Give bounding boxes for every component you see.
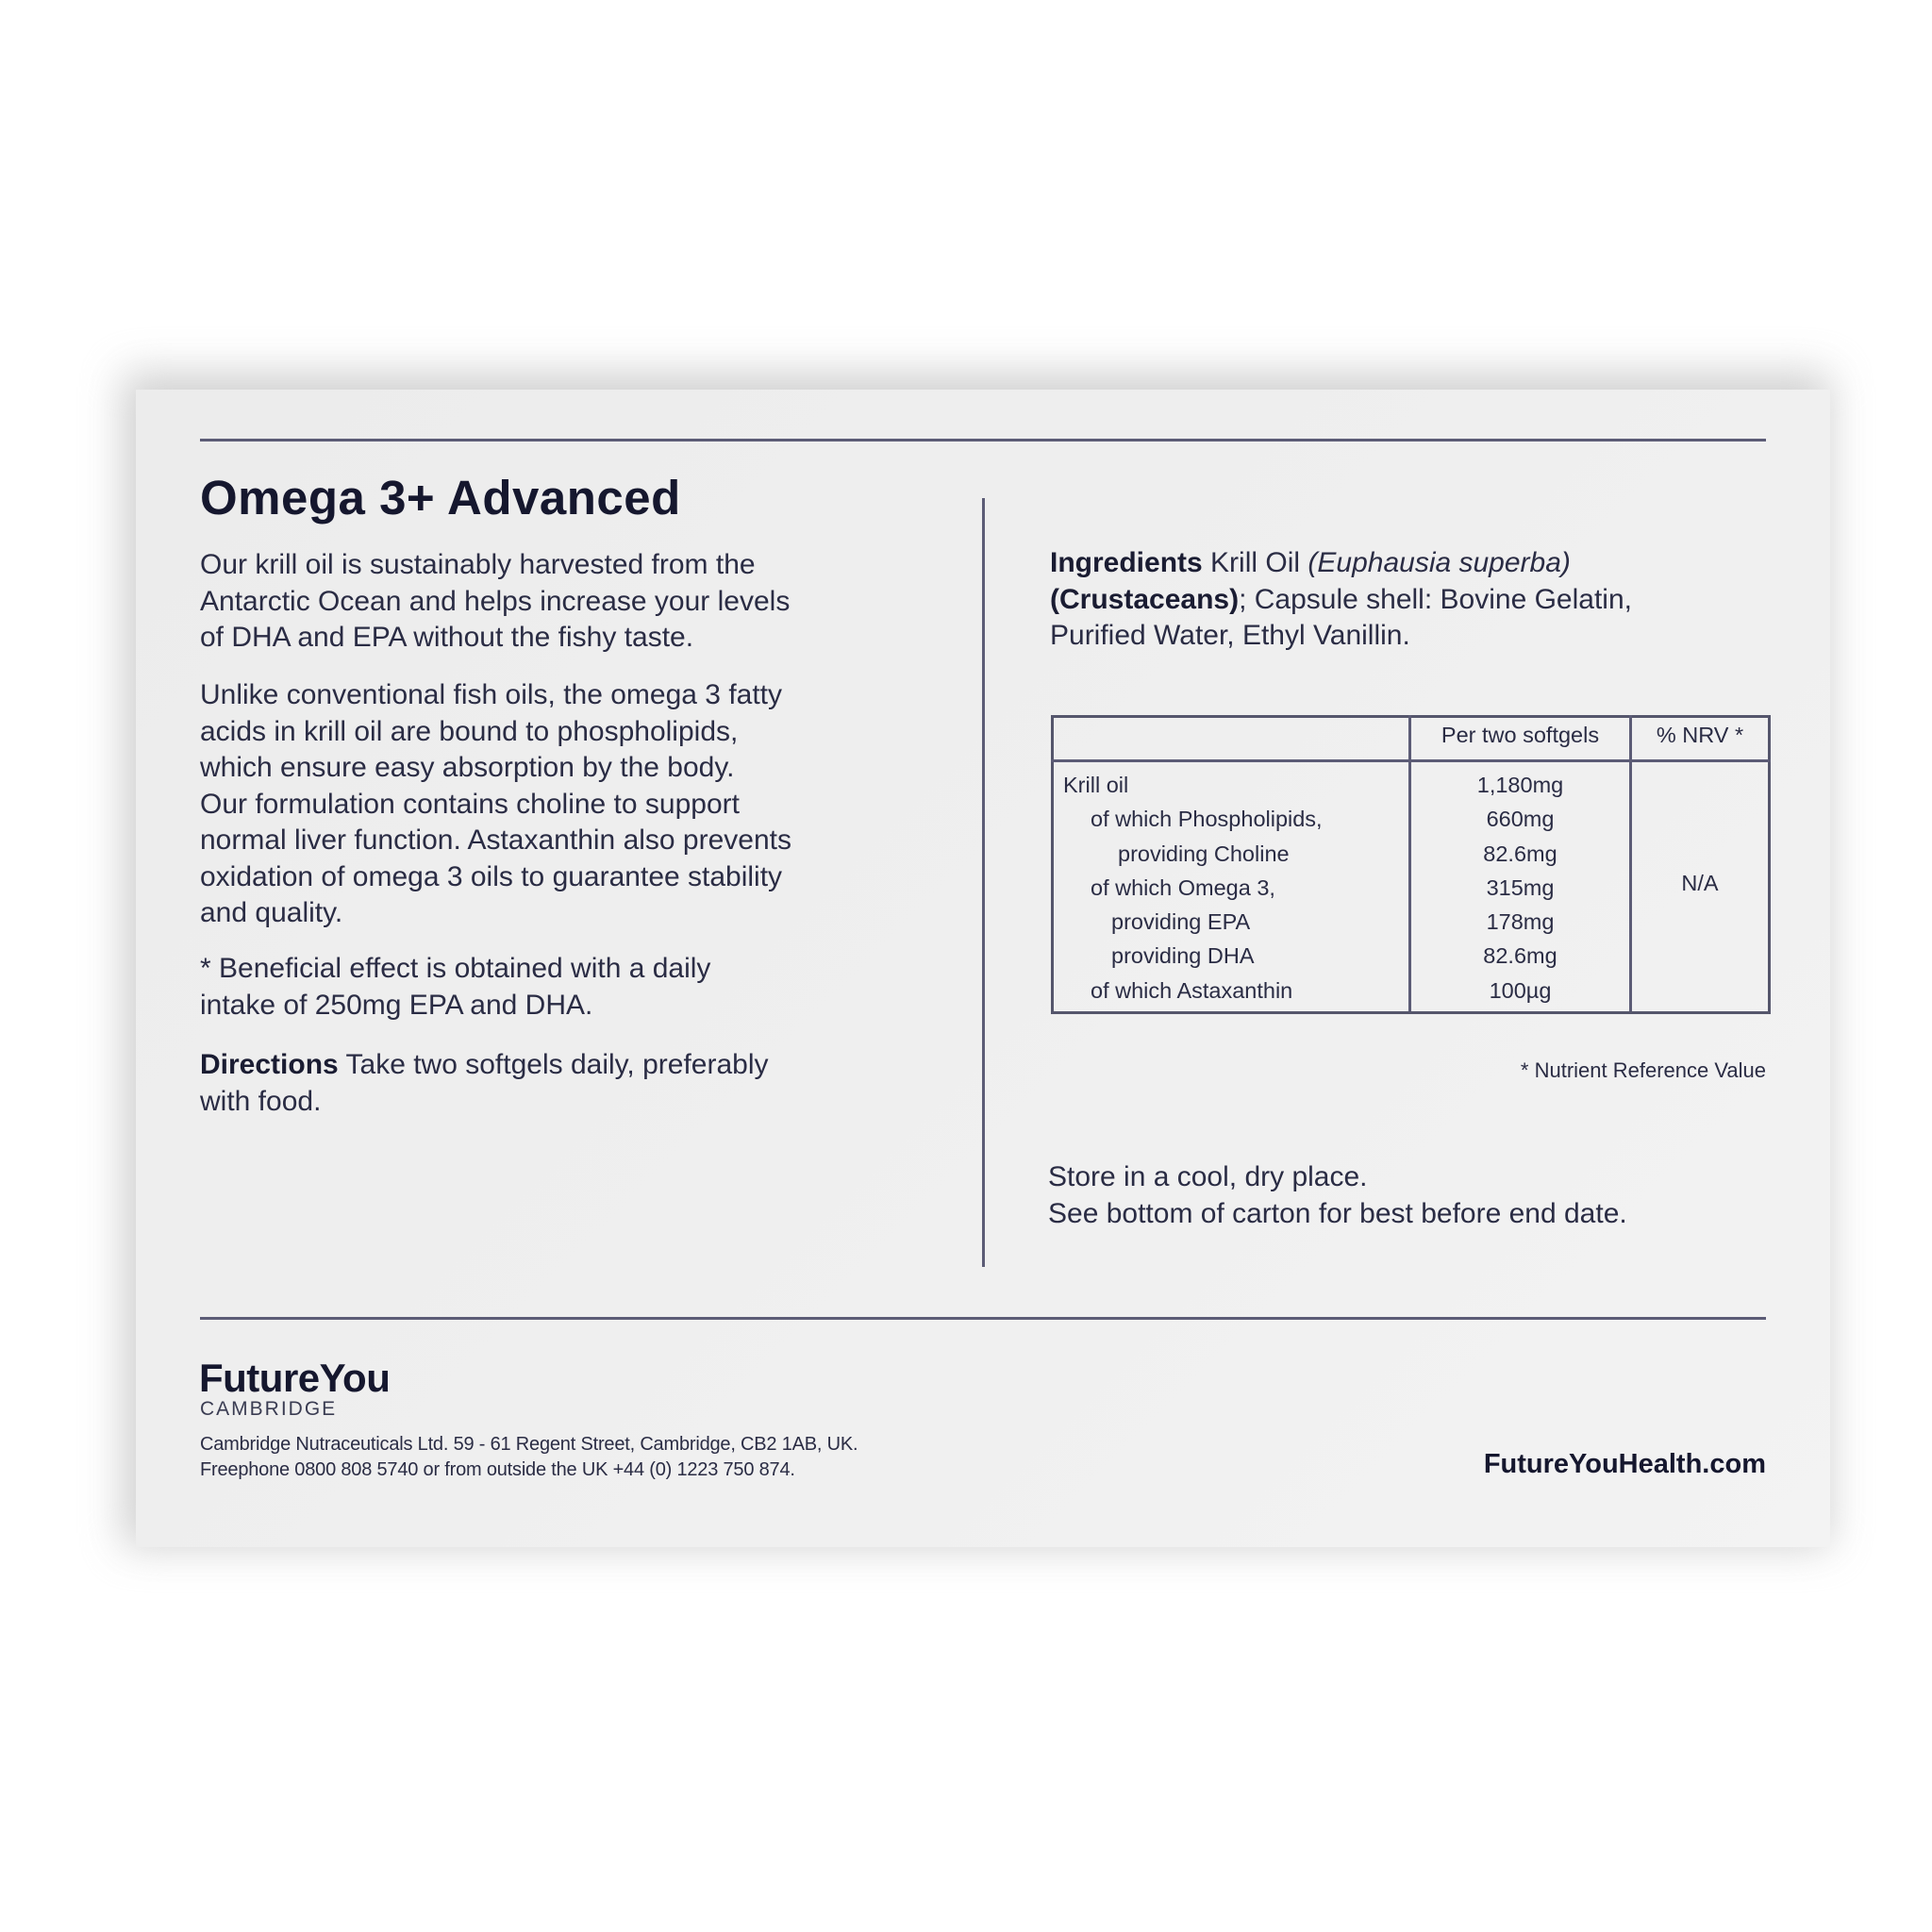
value-choline: 82.6mg [1483,841,1557,866]
value-phospholipids: 660mg [1486,807,1555,832]
text-line: which ensure easy absorption by the body. [200,752,735,783]
ingredients [1050,545,1632,655]
bottom-divider [200,1317,1766,1320]
table-row-names [1063,768,1323,1008]
row-omega3: of which Omega 3, [1091,874,1275,900]
ingredients-label: Ingredients [1050,547,1203,578]
text-line: of DHA and EPA without the fishy taste. [200,622,694,653]
allergen-crustaceans: (Crustaceans) [1050,583,1240,615]
row-phospholipids: of which Phospholipids, [1091,807,1323,832]
text-line: Our krill oil is sustainably harvested from the [200,549,756,580]
text-line: Store in a cool, dry place. [1048,1161,1368,1192]
value-omega3: 315mg [1486,874,1555,900]
text-line: Antarctic Ocean and helps increase your levels [200,585,791,617]
brand-logo: FutureYou [199,1356,391,1400]
nrv-footnote: * Nutrient Reference Value [1520,1058,1766,1082]
text-line: and quality. [200,897,343,928]
ingredient-latin-name: (Euphausia superba) [1307,547,1571,578]
nrv-value: N/A [1681,871,1719,895]
company-address: Cambridge Nutraceuticals Ltd. 59 - 61 Regent Street, Cambridge, CB2 1AB, UK. [200,1434,858,1455]
product-title: Omega 3+ Advanced [200,471,681,525]
description-para-1 [200,547,790,657]
text-line: Unlike conventional fish oils, the omega 3 fatty [200,679,783,710]
column-divider [982,498,985,1267]
storage-instructions [1048,1159,1627,1232]
directions-label: Directions [200,1049,339,1080]
description-para-2 [200,677,791,932]
ingredient-line-3: Purified Water, Ethyl Vanillin. [1050,620,1410,651]
value-astaxanthin: 100µg [1489,977,1552,1003]
row-astaxanthin: of which Astaxanthin [1091,977,1293,1003]
ingredient-krill-oil: Krill Oil [1210,547,1301,578]
text-line: * Beneficial effect is obtained with a daily [200,953,711,984]
text-line: normal liver function. Astaxanthin also prevents [200,824,791,856]
row-choline: providing Choline [1118,841,1290,866]
row-krill-oil: Krill oil [1063,773,1129,797]
brand-subtitle: CAMBRIDGE [200,1398,338,1420]
row-dha: providing DHA [1111,943,1255,969]
text-line: acids in krill oil are bound to phospholipids, [200,715,739,747]
beneficial-effect-note [200,951,710,1024]
text-line: See bottom of carton for best before end date. [1048,1197,1627,1229]
company-phone: Freephone 0800 808 5740 or from outside the UK +44 (0) 1223 750 874. [200,1459,795,1480]
directions-text-2: with food. [200,1085,322,1117]
ingredient-capsule-shell: ; Capsule shell: Bovine Gelatin, [1239,583,1632,615]
row-epa: providing EPA [1111,909,1251,935]
text-line: intake of 250mg EPA and DHA. [200,989,593,1021]
value-epa: 178mg [1486,909,1555,935]
text-line: Our formulation contains choline to support [200,788,740,820]
text-line: oxidation of omega 3 oils to guarantee stability [200,860,783,892]
website-link[interactable]: FutureYouHealth.com [1483,1449,1766,1479]
directions-text: Take two softgels daily, preferably [345,1049,769,1080]
value-dha: 82.6mg [1483,943,1557,969]
table-header-nrv: % NRV * [1656,723,1744,747]
top-divider [200,439,1766,441]
table-column-divider-2 [1629,715,1632,1011]
table-header-amount: Per two softgels [1441,723,1600,747]
value-krill-oil: 1,180mg [1476,773,1564,797]
table-row-values [1411,768,1629,1008]
directions [200,1047,769,1120]
